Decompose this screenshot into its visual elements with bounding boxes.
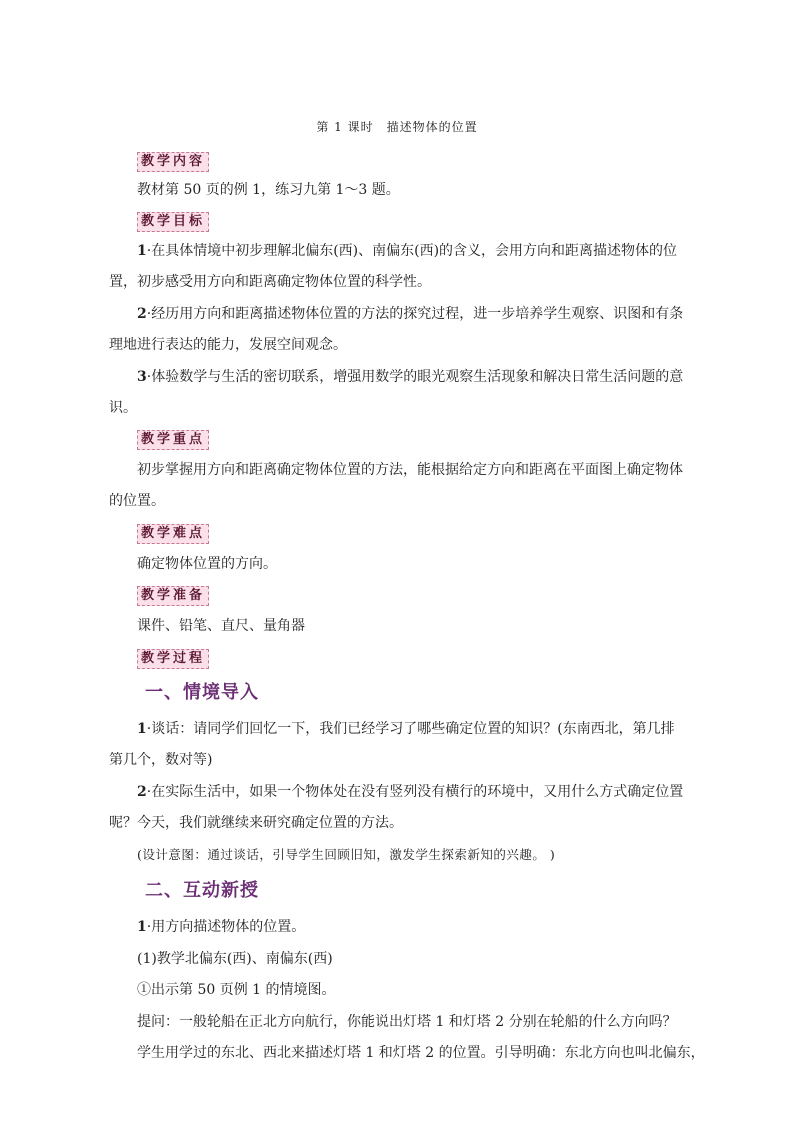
s2-item-1-text: ·用方向描述物体的位置。 <box>146 919 306 935</box>
section-1-heading: 一、情境导入 <box>145 682 259 703</box>
content-text: 教材第 50 页的例 1，练习九第 1～3 题。 <box>137 182 400 198</box>
s2-sub-1a: ①出示第 50 页例 1 的情境图。 <box>137 982 336 998</box>
s2-sub-1: (1)教学北偏东(西)、南偏东(西) <box>137 951 333 967</box>
goal-2-number: 2 <box>137 306 147 322</box>
difficulty-text: 确定物体位置的方向。 <box>137 556 277 572</box>
badge-teaching-prep: 教学准备 <box>137 586 209 606</box>
key-line-2: 的位置。 <box>109 493 165 509</box>
key-line-1: 初步掌握用方向和距离确定物体位置的方法，能根据给定方向和距离在平面图上确定物体 <box>137 462 683 478</box>
s1-item-1-text: ·谈话：请同学们回忆一下，我们已经学习了哪些确定位置的知识？(东南西北，第几排 <box>146 721 675 737</box>
s2-item-1-number: 1 <box>137 919 147 935</box>
goal-1-number: 1 <box>137 243 147 259</box>
goal-3-text: ·体验数学与生活的密切联系，增强用数学的眼光观察生活现象和解决日常生活问题的意 <box>146 369 684 385</box>
badge-teaching-process: 教学过程 <box>137 649 209 669</box>
s1-item-1-number: 1 <box>137 721 147 737</box>
goal-3-line-2: 识。 <box>109 400 137 416</box>
s2-item-1 <box>137 917 305 937</box>
badge-teaching-content: 教学内容 <box>137 152 209 172</box>
s1-item-2-text: ·在实际生活中，如果一个物体处在没有竖列没有横行的环境中，又用什么方式确定位置 <box>146 784 684 800</box>
s1-item-1-line-2: 第几个，数对等) <box>109 752 213 768</box>
goal-3-number: 3 <box>137 369 147 385</box>
badge-teaching-key: 教学重点 <box>137 430 209 450</box>
s1-item-2-number: 2 <box>137 784 147 800</box>
prep-text: 课件、铅笔、直尺、量角器 <box>137 618 305 634</box>
goal-2-line-1 <box>137 304 683 324</box>
page-title: 第 1 课时 描述物体的位置 <box>316 120 478 134</box>
goal-1-text: ·在具体情境中初步理解北偏东(西)、南偏东(西)的含义，会用方向和距离描述物体的位 <box>146 243 678 259</box>
s1-item-1-line-1 <box>137 719 675 739</box>
s1-design-note: (设计意图：通过谈话，引导学生回顾旧知，激发学生探索新知的兴趣。 ) <box>137 847 556 862</box>
goal-3-line-1 <box>137 367 683 387</box>
badge-teaching-goals: 教学目标 <box>137 212 209 232</box>
section-2-heading: 二、互动新授 <box>145 880 259 901</box>
s2-question: 提问：一般轮船在正北方向航行，你能说出灯塔 1 和灯塔 2 分别在轮船的什么方向吗？ <box>137 1014 677 1030</box>
s1-item-2-line-2: 呢？今天，我们就继续来研究确定位置的方法。 <box>109 815 403 831</box>
goal-1-line-2: 置，初步感受用方向和距离确定物体位置的科学性。 <box>109 274 431 290</box>
s2-last-line: 学生用学过的东北、西北来描述灯塔 1 和灯塔 2 的位置。引导明确：东北方向也叫北偏东， <box>137 1045 705 1061</box>
goal-2-text: ·经历用方向和距离描述物体位置的方法的探究过程，进一步培养学生观察、识图和有条 <box>146 306 684 322</box>
s1-item-2-line-1 <box>137 782 683 802</box>
goal-1-line-1 <box>137 241 677 261</box>
badge-teaching-difficulty: 教学难点 <box>137 524 209 544</box>
goal-2-line-2: 理地进行表达的能力，发展空间观念。 <box>109 337 347 353</box>
